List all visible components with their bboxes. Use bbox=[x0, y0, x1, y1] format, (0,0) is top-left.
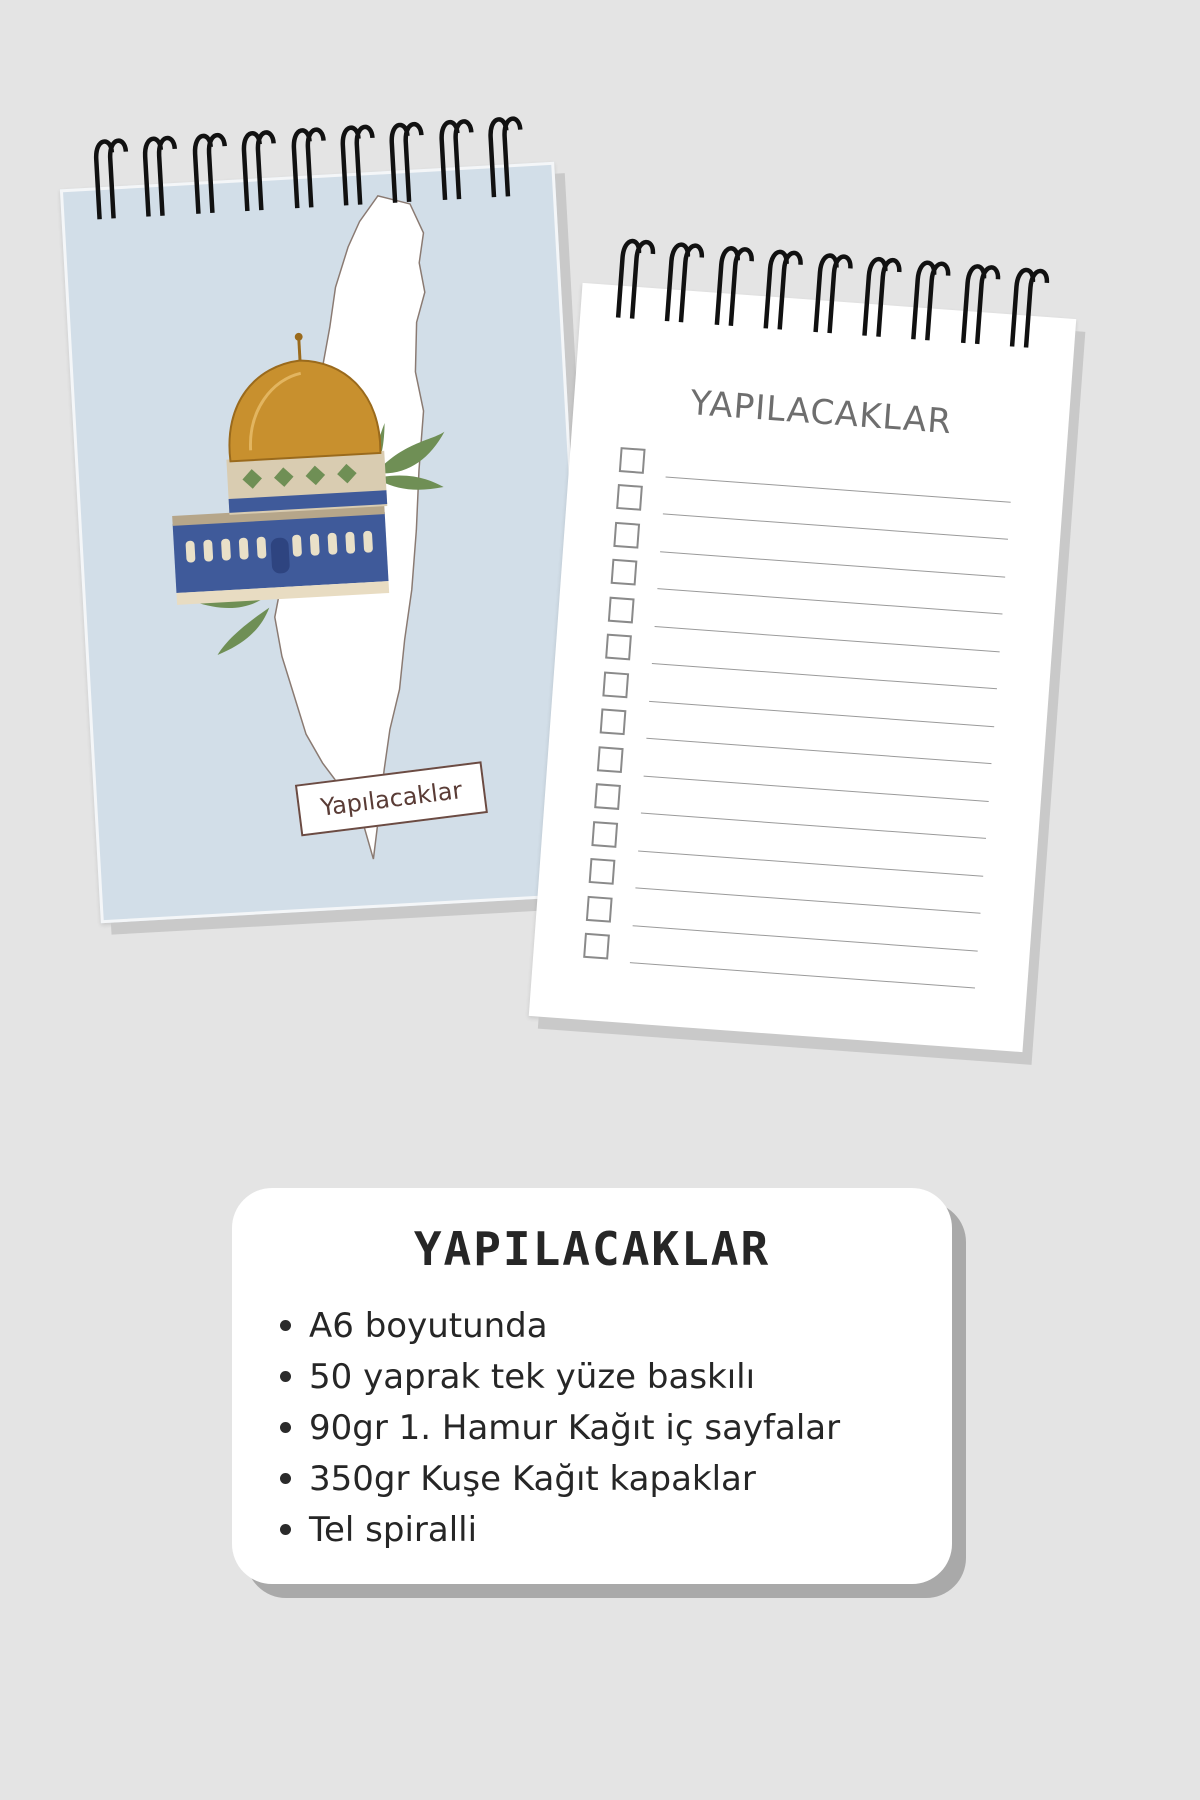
spiral-ring-icon bbox=[136, 125, 181, 219]
feature-item bbox=[280, 1504, 840, 1555]
bullet-dot-icon bbox=[280, 1524, 291, 1535]
feature-text: 350gr Kuşe Kağıt kapaklar bbox=[309, 1458, 756, 1499]
checkbox-icon bbox=[616, 484, 643, 511]
spiral-ring-icon bbox=[659, 231, 706, 326]
checkbox-icon bbox=[613, 521, 640, 548]
feature-text: Tel spiralli bbox=[309, 1509, 478, 1550]
checkbox-icon bbox=[594, 783, 621, 810]
feature-text: A6 boyutunda bbox=[309, 1305, 548, 1346]
todo-list bbox=[583, 436, 1013, 988]
spiral-ring-icon bbox=[1004, 256, 1051, 351]
spiral-ring-icon bbox=[185, 122, 230, 216]
checkbox-icon bbox=[608, 596, 635, 623]
spiral-ring-icon bbox=[905, 249, 952, 344]
feature-item bbox=[280, 1351, 840, 1402]
product-title: YAPILACAKLAR bbox=[413, 1222, 771, 1276]
checkbox-icon bbox=[591, 821, 618, 848]
bullet-dot-icon bbox=[280, 1422, 291, 1433]
bullet-dot-icon bbox=[280, 1320, 291, 1331]
feature-text: 50 yaprak tek yüze baskılı bbox=[309, 1356, 756, 1397]
notebook-cover bbox=[60, 162, 595, 923]
spiral-ring-icon bbox=[955, 253, 1002, 348]
cover-sheet bbox=[60, 162, 595, 923]
spiral-ring-icon bbox=[481, 106, 526, 200]
notebook-inner-page bbox=[529, 283, 1077, 1052]
writing-line bbox=[630, 962, 975, 988]
page-sheet bbox=[529, 283, 1077, 1052]
feature-list bbox=[280, 1300, 840, 1555]
checkbox-icon bbox=[619, 447, 646, 474]
spiral-ring-icon bbox=[856, 245, 903, 340]
page-title: YAPILACAKLAR bbox=[688, 383, 954, 443]
spiral-ring-icon bbox=[708, 234, 755, 329]
spiral-ring-icon bbox=[87, 128, 132, 222]
cover-label: Yapılacaklar bbox=[295, 761, 488, 836]
feature-item bbox=[280, 1402, 840, 1453]
product-info-card bbox=[232, 1188, 952, 1584]
checkbox-icon bbox=[586, 895, 613, 922]
checkbox-icon bbox=[611, 559, 638, 586]
spiral-ring-icon bbox=[333, 114, 378, 208]
feature-text: 90gr 1. Hamur Kağıt iç sayfalar bbox=[309, 1407, 841, 1448]
spiral-ring-icon bbox=[234, 119, 279, 213]
spiral-ring-icon bbox=[610, 227, 657, 322]
spiral-ring-icon bbox=[382, 111, 427, 205]
feature-item bbox=[280, 1453, 840, 1504]
checkbox-icon bbox=[602, 671, 629, 698]
spiral-ring-icon bbox=[432, 108, 477, 202]
checkbox-icon bbox=[583, 933, 610, 960]
spiral-ring-icon bbox=[758, 238, 805, 333]
checkbox-icon bbox=[597, 746, 624, 773]
checkbox-icon bbox=[589, 858, 616, 885]
bullet-dot-icon bbox=[280, 1473, 291, 1484]
checkbox-icon bbox=[600, 708, 627, 735]
spiral-ring-icon bbox=[807, 242, 854, 337]
feature-item bbox=[280, 1300, 840, 1351]
spiral-ring-icon bbox=[284, 117, 329, 211]
bullet-dot-icon bbox=[280, 1371, 291, 1382]
checkbox-icon bbox=[605, 634, 632, 661]
